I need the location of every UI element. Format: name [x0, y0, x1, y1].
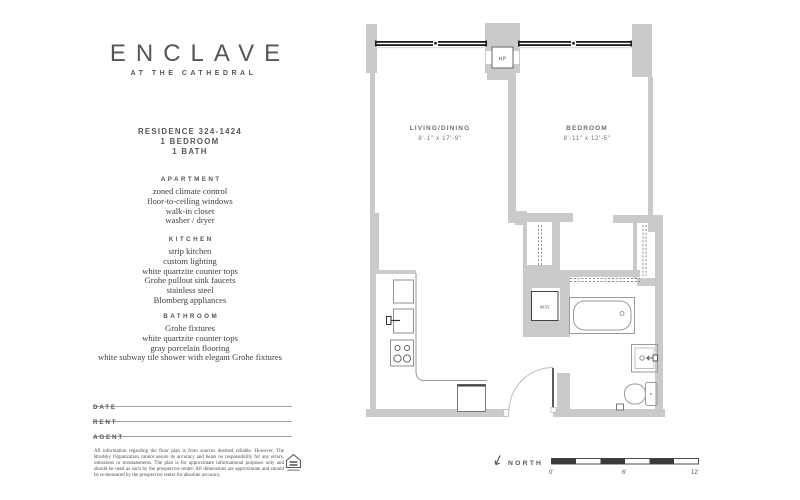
scale-zero: 0' [549, 470, 554, 476]
brand-logo: ENCLAVE [109, 40, 291, 67]
residence-baths: 1 BATH [172, 147, 208, 156]
rent-label: RENT [93, 419, 118, 426]
legal-disclaimer: All information regarding the floor plan is from sources deemed reliable. However, The Brodsky Organization cannot assure its accuracy and bears no responsibility for any errors, omissions or misstatements. The plan is for approximate informational purposes only and should be used as such by the prospective renter. All dimensions are approximate and should be re-measured by the prospective renter for absolute accuracy. [94, 449, 284, 478]
vanity-sink [632, 345, 658, 373]
compass [495, 456, 543, 468]
agent-label: AGENT [93, 434, 125, 441]
feature-item: floor-to-ceiling windows [147, 195, 233, 206]
washer-dryer [532, 292, 559, 321]
toilet [625, 383, 658, 406]
hp-label: HP [498, 56, 507, 63]
kitchen-island [458, 385, 486, 412]
cooktop [391, 340, 414, 366]
apartment-heading: APARTMENT [160, 176, 222, 183]
bathroom-heading: BATHROOM [163, 313, 220, 320]
entry-door [504, 367, 557, 416]
feature-item: Grohe fixtures [165, 323, 215, 333]
scale-mid: 6' [622, 470, 627, 476]
feature-item: strip kitchen [168, 246, 212, 256]
refrigerator [394, 280, 414, 303]
feature-item: washer / dryer [165, 215, 215, 226]
bedroom-label: BEDROOM [566, 125, 608, 132]
brand-tagline: AT THE CATHEDRAL [130, 70, 257, 77]
living-dining-label: LIVING/DINING [409, 125, 471, 132]
bedroom-dims: 8'-11" x 12'-5" [563, 136, 611, 142]
north-label: NORTH [508, 460, 544, 467]
feature-item: stainless steel [166, 285, 214, 296]
date-label: DATE [93, 404, 117, 411]
scale-end: 12' [691, 470, 699, 476]
feature-item: Blomberg appliances [153, 294, 227, 305]
feature-item: gray porcelain flooring [150, 342, 230, 353]
feature-item: white quartzite counter tops [142, 265, 238, 276]
scale-bar [549, 459, 699, 477]
bathtub [570, 298, 635, 334]
feature-item: white subway tile shower with elegant Grohe fixtures [97, 352, 282, 363]
feature-item: white quartzite counter tops [142, 332, 238, 343]
bathroom [570, 298, 658, 411]
feature-item: Grohe pullout sink faucets [144, 275, 236, 286]
feature-item: custom lighting [163, 255, 217, 266]
living-dining-dims: 8'-1" x 17'-9" [418, 136, 462, 142]
feature-item: zoned climate control [152, 186, 228, 196]
kitchen [387, 273, 488, 412]
toilet-paper-holder [617, 404, 624, 410]
wd-label: W/D [539, 304, 550, 310]
kitchen-heading: KITCHEN [168, 236, 214, 243]
feature-item: walk-in closet [165, 205, 215, 216]
residence-bedrooms: 1 BEDROOM [160, 137, 220, 146]
residence-number: RESIDENCE 324-1424 [137, 127, 242, 136]
